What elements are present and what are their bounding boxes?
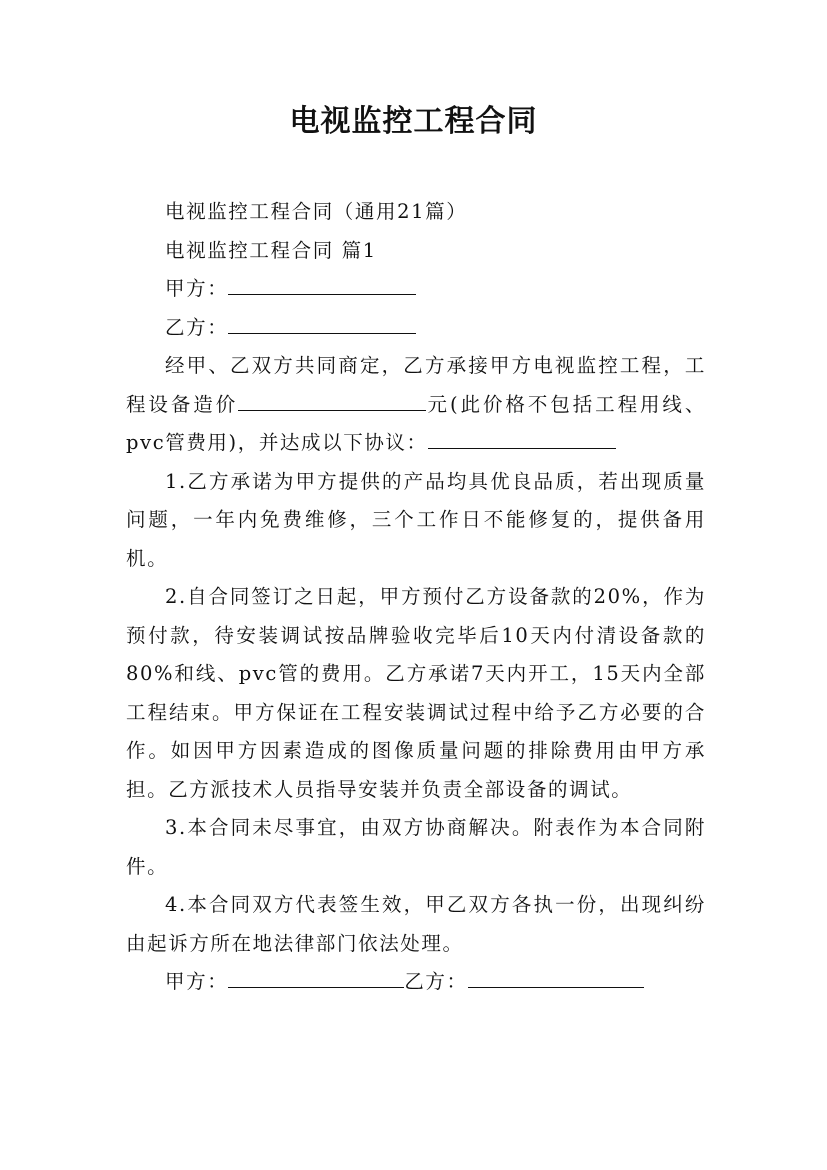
clause-3-text: 3.本合同未尽事宜，由双方协商解决。附表作为本合同附件。 [126, 816, 706, 878]
party-b-blank [228, 311, 416, 334]
clause-4 [126, 886, 706, 963]
signature-line [126, 963, 706, 1002]
clause-2-text: 2.自合同签订之日起，甲方预付乙方设备款的20%，作为预付款，待安装调试按品牌验收完毕后10天内付清设备款的80%和线、pvc管的费用。乙方承诺7天内开工，15天内全部工程结束。甲方保证在工程安装调试过程中给予乙方必要的合作。如因甲方因素造成的图像质量问题的排除费用由甲方承担。乙方派技术人员指导安装并负责全部设备的调试。 [126, 585, 706, 801]
intro-text-part1: 经甲、乙双方共同商定，乙方承接甲方电视监控工程，工程设备造价 [126, 354, 706, 416]
subtitle-text: 电视监控工程合同（通用21篇） [165, 200, 468, 223]
sign-party-a-blank [228, 965, 404, 988]
sign-party-b-label: 乙方： [404, 970, 468, 993]
section-heading [126, 232, 706, 271]
section-heading-text: 电视监控工程合同 篇1 [165, 238, 377, 262]
party-a-label: 甲方： [165, 277, 229, 300]
clause-1-text: 1.乙方承诺为甲方提供的产品均具优良品质，若出现质量问题，一年内免费维修，三个工作日不能修复的，提供备用机。 [126, 469, 706, 570]
equipment-cost-blank [238, 388, 426, 411]
clause-1 [126, 463, 706, 579]
sign-party-a-label: 甲方： [165, 970, 229, 993]
party-b-label: 乙方： [165, 315, 229, 339]
document-subtitle [126, 193, 706, 232]
party-a-blank [228, 272, 416, 295]
clause-2 [126, 578, 706, 809]
intro-text-part2: 元(此价格不包括工程用线、pvc管费用)，并达成以下协议： [126, 392, 706, 454]
party-b-line [126, 309, 706, 348]
intro-paragraph [126, 347, 706, 463]
clause-4-text: 4.本合同双方代表签生效，甲乙双方各执一份，出现纠纷由起诉方所在地法律部门依法处理。 [126, 893, 706, 955]
party-a-line [126, 270, 706, 309]
clause-3 [126, 809, 706, 886]
agreement-blank [428, 426, 616, 449]
sign-party-b-blank [468, 965, 644, 988]
document-title: 电视监控工程合同 [289, 104, 538, 139]
document-body [126, 193, 706, 1002]
